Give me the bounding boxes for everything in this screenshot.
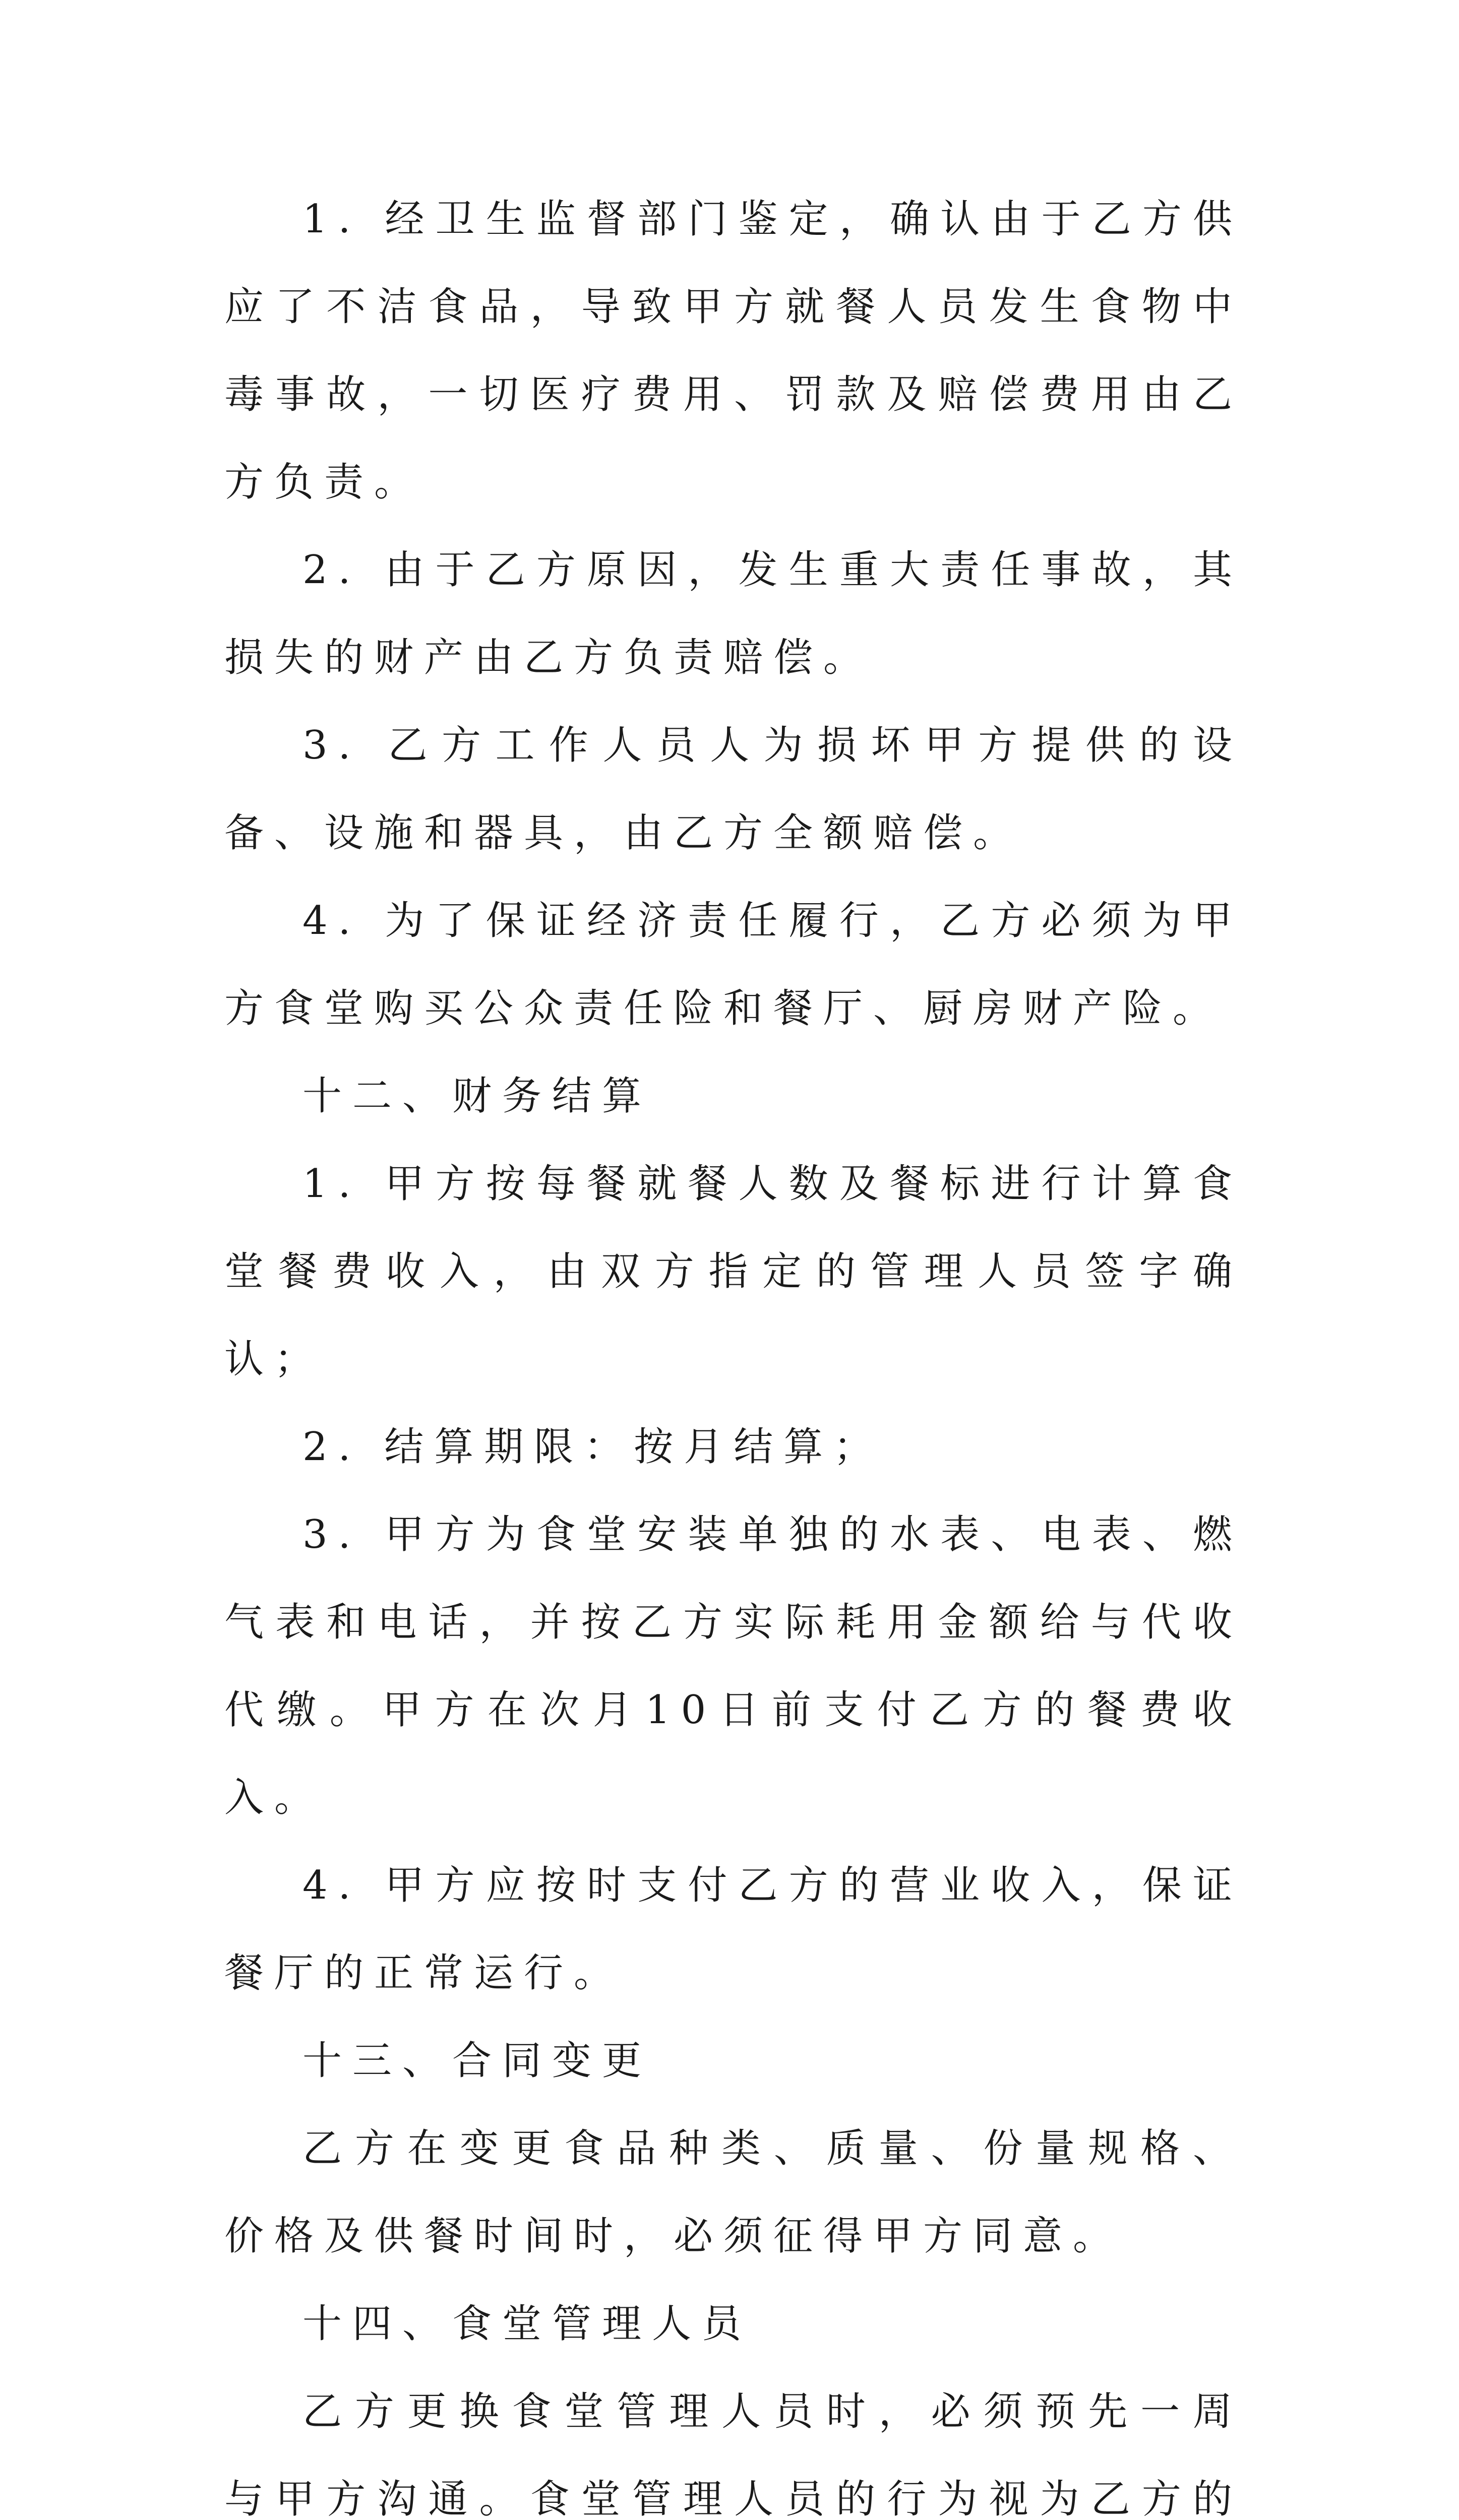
paragraph: 2. 由于乙方原因，发生重大责任事故，其损失的财产由乙方负责赔偿。 — [224, 547, 1243, 680]
section-heading: 十二、财务结算 — [302, 1074, 652, 1119]
section-heading: 十四、食堂管理人员 — [302, 2301, 752, 2347]
paragraph: 2. 结算期限：按月结算； — [302, 1424, 884, 1470]
paragraph: 乙方更换食堂管理人员时，必须预先一周与甲方沟通。食堂管理人员的行为视为乙方的 — [224, 2389, 1243, 2520]
paragraph: 乙方在变更食品种类、质量、份量规格、价格及供餐时间时，必须征得甲方同意。 — [224, 2126, 1243, 2259]
paragraph: 1. 甲方按每餐就餐人数及餐标进行计算食堂餐费收入，由双方指定的管理人员签字确认； — [224, 1161, 1243, 1382]
paragraph: 3. 甲方为食堂安装单独的水表、电表、燃气表和电话，并按乙方实际耗用金额给与代收代缴。甲方在次月10日前支付乙方的餐费收入。 — [224, 1512, 1243, 1820]
document-body — [224, 175, 1243, 2520]
paragraph: 3. 乙方工作人员人为损坏甲方提供的设备、设施和器具，由乙方全额赔偿。 — [224, 723, 1243, 856]
paragraph: 4. 甲方应按时支付乙方的营业收入，保证餐厅的正常运行。 — [224, 1863, 1243, 1996]
paragraph: 4. 为了保证经济责任履行，乙方必须为甲方食堂购买公众责任险和餐厅、厨房财产险。 — [224, 898, 1243, 1031]
section-heading: 十三、合同变更 — [302, 2038, 652, 2084]
paragraph: 1. 经卫生监督部门鉴定，确认由于乙方供应了不洁食品，导致甲方就餐人员发生食物中毒事故，一切医疗费用、罚款及赔偿费用由乙方负责。 — [224, 197, 1243, 505]
